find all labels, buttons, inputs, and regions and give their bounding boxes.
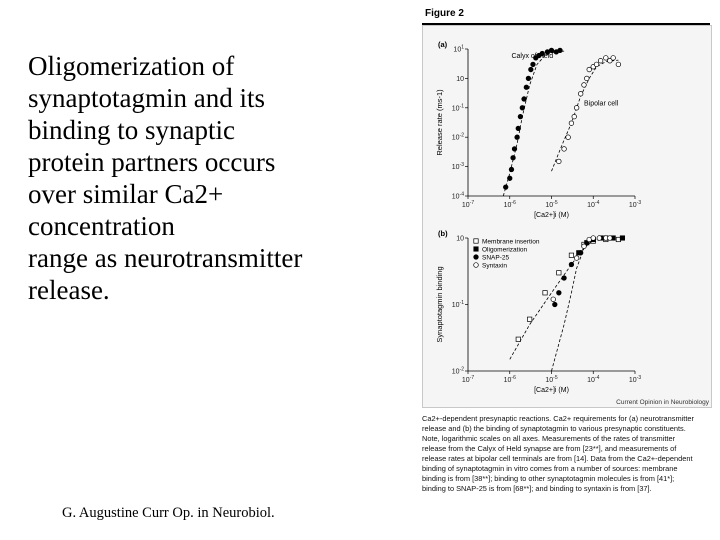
slide-text-line: Oligomerization of [28,51,235,81]
slide-text-line: synaptotagmin and its [28,83,265,113]
slide-body-text [28,50,398,306]
data-point [587,67,592,72]
data-point [531,62,536,67]
x-tick-label: $10^{-3}$ [628,200,642,209]
data-point [616,62,621,67]
data-point [509,167,514,172]
data-point [569,121,574,126]
y-tick-label: $10^1$ [453,44,464,54]
data-point [608,236,613,241]
figure-panel [422,25,712,408]
figure-title: Figure 2 [425,8,464,19]
slide-text-line: protein partners occurs [28,147,276,177]
x-axis-label: [Ca2+]i (M) [534,387,569,394]
data-point [507,176,512,181]
y-tick-label: $10^{-2}$ [451,132,464,142]
panel-label: (b) [438,229,448,238]
data-point [582,244,587,249]
x-tick-label: $10^{-7}$ [461,200,475,209]
slide-text-line: over similar Ca2+ [28,179,224,209]
data-point [584,76,589,81]
citation: G. Augustine Curr Op. in Neurobiol. [62,505,275,521]
series-curve [503,51,564,196]
data-point [522,97,527,102]
inline-label-bipolar: Bipolar cell [583,100,619,108]
panel-label: (a) [438,40,448,49]
figure-plots [423,26,713,409]
data-point [562,276,567,281]
data-point [474,239,478,243]
data-point [524,85,529,90]
x-tick-label: $10^{-7}$ [461,375,475,384]
x-tick-label: $10^{-6}$ [503,200,516,209]
data-point [529,67,534,72]
data-point [569,253,573,257]
data-point [578,250,583,255]
x-tick-label: $10^{-5}$ [545,375,558,384]
data-point [611,56,616,61]
data-point [515,135,520,140]
series-calyx-of-held [503,48,564,196]
y-tick-label: $10^{-1}$ [451,103,464,113]
data-point [558,48,563,53]
series-membrane-insertion [516,237,621,341]
data-point [474,255,479,260]
legend-entry: Membrane insertion [482,238,540,246]
y-axis-label: Release rate (ms-1) [435,89,444,156]
data-point [594,62,599,67]
y-tick-label: 10 [456,235,464,243]
slide-text-line: release. [28,275,110,305]
slide-text-line: concentration [28,211,175,241]
legend-entry: Syntaxin [482,262,507,270]
data-point [518,114,523,119]
fit-curve [510,238,613,359]
y-tick-label: $10^{-2}$ [451,366,464,376]
figure-caption: Ca2+-dependent presynaptic reactions. Ca2+ requirements for (a) neurotransmitter release and (b) the binding of synaptotagmin to various presynaptic constituents. Note, logarithmic scales on all axes. Measurements of the rates of transmitter release from the Calyx of Held synapse are from [23**], and measurements of release rates at bipolar cell terminals are from [14]. Data from the Ca2+-dependent binding of synaptotagmin in vitro comes from a number of sources: membrane binding is from [38**]; binding to other synaptotagmin molecules is from [41*]; binding to SNAP-25 is from [68**]; and binding to syntaxin is from [37]. [422,414,694,493]
data-point [574,106,579,111]
x-axis-label: [Ca2+]i (M) [534,212,569,219]
data-point [578,91,583,96]
data-point [604,56,609,61]
y-tick-label: $10^{-4}$ [451,191,464,201]
data-point [562,147,567,152]
data-point [527,317,531,321]
y-axis-label: Synaptotagmin binding [435,266,444,343]
data-point [620,236,624,240]
data-point [511,155,516,160]
data-point [598,58,603,63]
x-tick-label: $10^{-4}$ [587,200,600,209]
data-point [569,262,574,267]
data-point [566,135,571,140]
data-point [572,114,577,119]
data-point [557,271,561,275]
data-point [474,263,479,268]
data-point [582,83,587,88]
data-point [574,256,579,261]
figure [422,8,712,540]
data-point [516,337,520,341]
data-point [503,185,508,190]
y-tick-label: 10 [456,75,464,83]
y-tick-label: $10^{-3}$ [451,162,464,172]
legend-entry: SNAP-25 [482,254,510,262]
inline-label-calyx: Calyx of Held [511,52,554,60]
data-point [474,247,478,251]
data-point [543,291,547,295]
series-bipolar-cell [552,56,621,172]
data-point [597,236,602,241]
data-point [591,236,596,241]
data-point [512,147,517,152]
data-point [551,297,556,302]
slide-text-line: binding to synaptic [28,115,235,145]
y-tick-label: $10^{-1}$ [451,300,464,309]
figure-source: Current Opinion in Neurobiology [616,399,709,406]
x-tick-label: $10^{-3}$ [628,375,642,384]
data-point [526,76,531,81]
x-tick-label: $10^{-4}$ [587,375,600,384]
data-point [557,290,562,295]
slide-text-line: range as neurotransmitter [28,243,303,273]
x-tick-label: $10^{-6}$ [503,375,516,384]
data-point [516,126,521,131]
data-point [520,106,525,111]
data-point [553,302,558,307]
legend-entry: Oligomerization [482,246,528,254]
x-tick-label: $10^{-5}$ [545,200,558,209]
data-point [557,159,562,164]
